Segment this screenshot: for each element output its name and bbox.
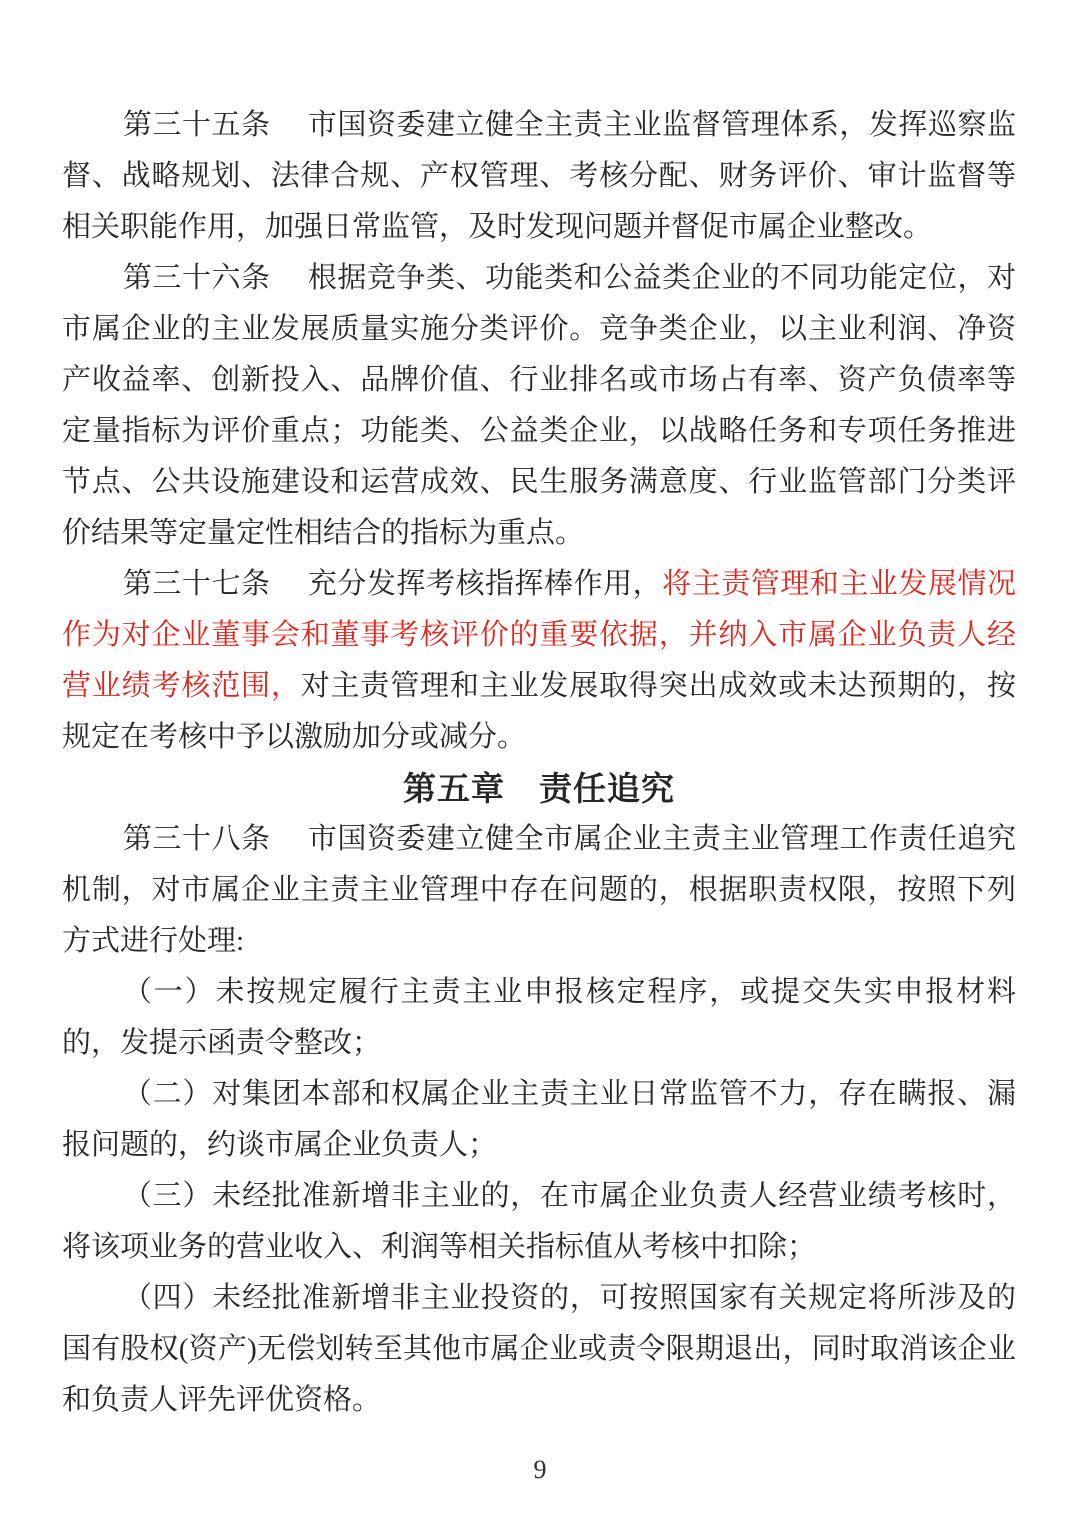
text-segment: （一）未按规定履行主责主业申报核定程序，或提交失实申报材料的，发提示函责令整改； — [62, 976, 1016, 1059]
text-segment: 第三十五条 市国资委建立健全主责主业监督管理体系，发挥巡察监督、战略规划、法律合规、产权管理、考核分配、财务评价、审计监督等相关职能作用，加强日常监管，及时发现问题并督促市属企业整改。 — [62, 109, 1016, 243]
paragraph — [62, 100, 1016, 253]
text-segment: （三）未经批准新增非主业的，在市属企业负责人经营业绩考核时，将该项业务的营业收入、利润等相关指标值从考核中扣除； — [62, 1180, 1016, 1263]
paragraph — [62, 814, 1016, 967]
chapter-heading — [62, 763, 1016, 814]
text-segment: 第五章 责任追究 — [403, 770, 675, 807]
paragraph — [62, 1273, 1016, 1426]
text-segment: 第三十八条 市国资委建立健全市属企业主责主业管理工作责任追究机制，对市属企业主责主业管理中存在问题的，根据职责权限，按照下列方式进行处理: — [62, 823, 1016, 957]
text-segment: 第三十六条 根据竞争类、功能类和公益类企业的不同功能定位，对市属企业的主业发展质量实施分类评价。竞争类企业，以主业利润、净资产收益率、创新投入、品牌价值、行业排名或市场占有率、资产负债率等定量指标为评价重点；功能类、公益类企业，以战略任务和专项任务推进节点、公共设施建设和运营成效、民生服务满意度、行业监管部门分类评价结果等定量定性相结合的指标为重点。 — [62, 262, 1016, 549]
text-segment: （二）对集团本部和权属企业主责主业日常监管不力，存在瞒报、漏报问题的，约谈市属企业负责人； — [62, 1078, 1016, 1161]
text-segment: 对主责管理和主业发展取得突出成效或未达预期的，按规定在考核中予以激励加分或减分。 — [62, 670, 1016, 753]
paragraph — [62, 967, 1016, 1069]
paragraph — [62, 253, 1016, 559]
paragraph — [62, 1069, 1016, 1171]
document-body — [62, 100, 1016, 1426]
paragraph — [62, 559, 1016, 763]
paragraph — [62, 1171, 1016, 1273]
text-segment: （四）未经批准新增非主业投资的，可按照国家有关规定将所涉及的国有股权(资产)无偿划转至其他市属企业或责令限期退出，同时取消该企业和负责人评先评优资格。 — [62, 1282, 1016, 1416]
page-number: 9 — [533, 1455, 547, 1484]
text-segment: 第三十七条 充分发挥考核指挥棒作用， — [122, 568, 663, 600]
highlighted-red-text: 将主责管理和主业发展情况作为对企业董事会和董事考核评价的重要依据，并纳入市属企业负责人经营业绩考核范围， — [62, 568, 1016, 702]
